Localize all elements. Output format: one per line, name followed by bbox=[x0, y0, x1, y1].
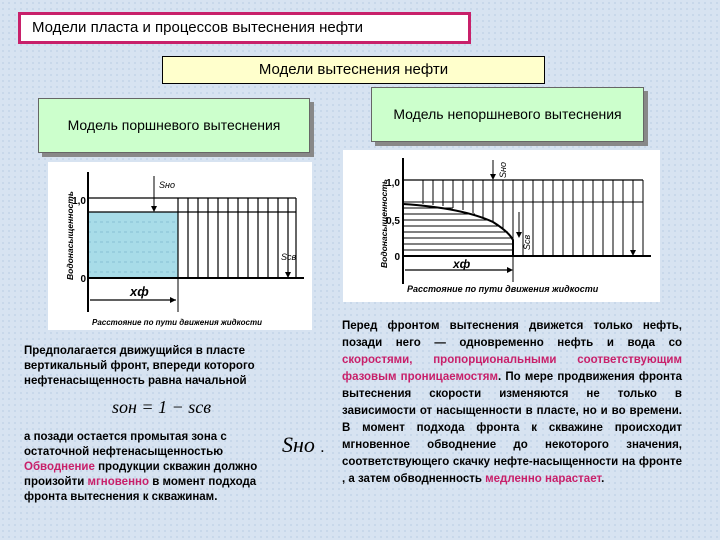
tick-1-0: 1,0 bbox=[72, 196, 86, 207]
non-piston-displacement-diagram bbox=[343, 150, 660, 302]
s-sv-label: Sсв bbox=[281, 252, 297, 262]
page-title: Модели пласта и процессов вытеснения нефти bbox=[18, 12, 471, 44]
tick-0: 0 bbox=[80, 274, 86, 285]
section-subtitle: Модели вытеснения нефти bbox=[162, 56, 545, 84]
s-no-label: Sно bbox=[159, 180, 175, 190]
piston-description-2: а позади остается промытая зона с остаточной нефтенасыщенностью Обводнение продукции скважин должно произойти мгновенно в момент подхода фронта вытеснения к скважинам. bbox=[24, 431, 258, 503]
s-no-label: Sно bbox=[498, 162, 508, 178]
s-sv-label: Sсв bbox=[522, 234, 532, 250]
non-piston-description: Перед фронтом вытеснения движется только нефть, позади него — одновременно нефть и вода со скоростями, пропорциональными соответствующим фазовым проницаемостям. По мере продвижения фронта вытеснения скорости изменяются не только в зависимости от насыщенности в пласте, но и во времени. В момент подхода фронта к скважине происходит мгновенное обводнение до некоторого значения, соответствующего скачку нефте-насыщенности на фронте , а затем обводненность медленно нарастает. bbox=[342, 320, 682, 485]
y-axis-label: Водонасыщенность bbox=[65, 191, 75, 280]
tick-0: 0 bbox=[394, 252, 400, 263]
non-piston-model-label: Модель непоршневого вытеснения bbox=[371, 87, 644, 142]
x-axis-caption: Расстояние по пути движения жидкости bbox=[92, 318, 263, 327]
tick-1-0: 1,0 bbox=[386, 178, 400, 189]
piston-displacement-diagram bbox=[48, 162, 312, 330]
formula-residual-saturation: Sно . bbox=[282, 432, 325, 457]
piston-model-label: Модель поршневого вытеснения bbox=[38, 98, 310, 153]
piston-description: Предполагается движущийся в пласте вертикальный фронт, впереди которого нефтенасыщенность равна начальной bbox=[24, 345, 255, 387]
x-front-label: xф bbox=[130, 284, 149, 299]
formula-initial-saturation: sон = 1 − sсв bbox=[112, 397, 212, 417]
y-axis-label: Водонасыщенность bbox=[379, 179, 389, 268]
x-axis-caption: Расстояние по пути движения жидкости bbox=[407, 284, 599, 294]
tick-0-5: 0,5 bbox=[386, 216, 400, 227]
x-front-label: xф bbox=[453, 257, 471, 271]
